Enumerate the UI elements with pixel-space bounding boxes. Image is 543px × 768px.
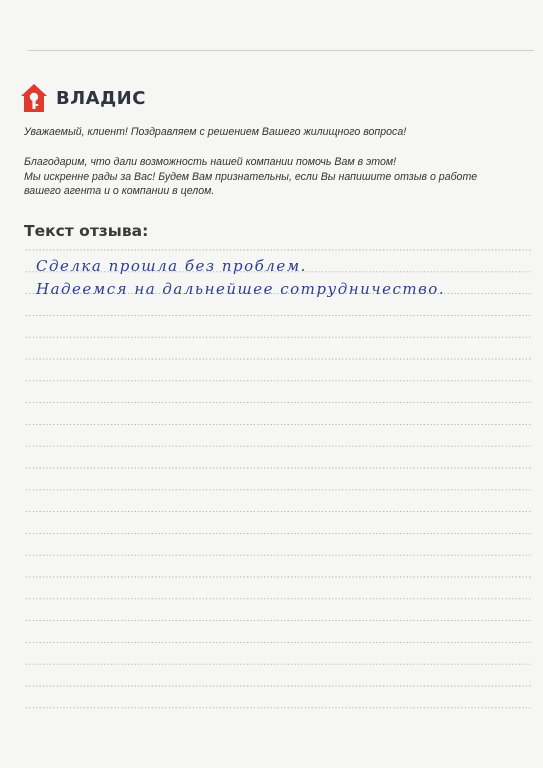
handwritten-line-1: Сделка прошла без проблем. (36, 257, 307, 275)
thanks-line: Благодарим, что дали возможность нашей компании помочь Вам в этом! (24, 156, 397, 168)
thanks-line: Мы искренне рады за Вас! Будем Вам признательны, если Вы напишите отзыв о работе (24, 170, 478, 183)
thanks-line: вашего агента и о компании в целом. (24, 185, 215, 197)
greeting-text: Уважаемый, клиент! Поздравляем с решением Вашего жилищного вопроса! (24, 126, 407, 138)
company-name: ВЛАДИС (56, 87, 146, 109)
handwritten-line-2: Надеемся на дальнейшее сотрудничество. (36, 280, 446, 298)
review-title: Текст отзыва: (24, 222, 149, 240)
